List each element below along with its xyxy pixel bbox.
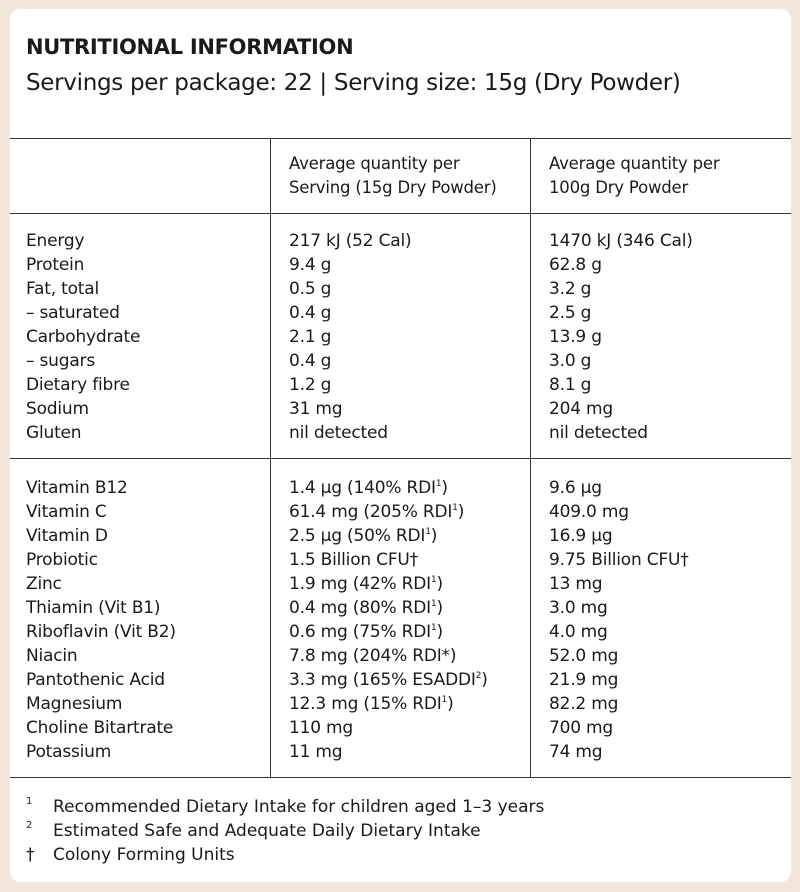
table-bottom-divider bbox=[10, 777, 791, 778]
per-100g-value: 16.9 µg bbox=[549, 526, 613, 546]
footnote-item bbox=[26, 795, 544, 819]
nutrient-name: Thiamin (Vit B1) bbox=[26, 598, 161, 618]
nutrient-name: Carbohydrate bbox=[26, 327, 141, 347]
nutrient-name: Magnesium bbox=[26, 694, 123, 714]
footnote-text: Recommended Dietary Intake for children aged 1–3 years bbox=[53, 797, 545, 817]
per-100g-value: 62.8 g bbox=[549, 255, 602, 275]
per-serving-value bbox=[289, 421, 411, 445]
per-serving-value bbox=[289, 692, 488, 716]
section1-nutrient-names bbox=[26, 229, 140, 445]
footnote-ref: 1 bbox=[441, 695, 448, 705]
nutrient-name: Potassium bbox=[26, 742, 112, 762]
footnotes bbox=[26, 795, 544, 867]
nutrient-name: – sugars bbox=[26, 351, 95, 371]
header-per-100g-line1: Average quantity per bbox=[549, 154, 720, 173]
section-divider bbox=[10, 458, 791, 459]
footnote-ref: 1 bbox=[425, 527, 431, 537]
per-serving-value bbox=[289, 500, 488, 524]
per-100g-value: 13.9 g bbox=[549, 327, 602, 347]
panel-subtitle: Servings per package: 22 | Serving size: 15g (Dry Powder) bbox=[26, 70, 681, 96]
footnote-ref: 1 bbox=[430, 599, 437, 609]
per-serving-text: 9.4 g bbox=[289, 255, 332, 275]
column-divider-1 bbox=[270, 139, 271, 777]
nutrient-name: Niacin bbox=[26, 646, 78, 666]
nutrition-panel bbox=[10, 9, 791, 882]
per-serving-value bbox=[289, 253, 411, 277]
per-serving-value bbox=[289, 476, 488, 500]
nutrient-name: Dietary fibre bbox=[26, 375, 130, 395]
per-100g-value: 9.6 µg bbox=[549, 478, 602, 498]
footnote-text: Colony Forming Units bbox=[53, 845, 235, 865]
header-per-serving-line1: Average quantity per bbox=[289, 154, 460, 173]
panel-title: NUTRITIONAL INFORMATION bbox=[26, 35, 354, 59]
per-serving-text: 12.3 mg (15% RDI bbox=[289, 694, 442, 714]
per-serving-text: nil detected bbox=[289, 423, 388, 443]
per-serving-text: 31 mg bbox=[289, 399, 343, 419]
per-100g-value: 13 mg bbox=[549, 574, 603, 594]
per-serving-value bbox=[289, 301, 411, 325]
per-serving-suffix: ) bbox=[436, 622, 443, 642]
per-serving-value bbox=[289, 277, 411, 301]
per-100g-value: 700 mg bbox=[549, 718, 614, 738]
per-serving-text: 0.6 mg (75% RDI bbox=[289, 622, 431, 642]
per-serving-text: 110 mg bbox=[289, 718, 354, 738]
per-100g-value: 2.5 g bbox=[549, 303, 592, 323]
nutrient-name: Protein bbox=[26, 255, 85, 275]
section1-per-serving bbox=[289, 229, 411, 445]
footnote-ref: 1 bbox=[452, 503, 458, 513]
nutrient-name: Choline Bitartrate bbox=[26, 718, 174, 738]
per-serving-suffix: ) bbox=[441, 478, 448, 498]
table-top-divider bbox=[10, 138, 791, 139]
nutrient-name: Gluten bbox=[26, 423, 82, 443]
header-divider bbox=[10, 213, 791, 214]
footnote-text: Estimated Safe and Adequate Daily Dietary Intake bbox=[53, 821, 481, 841]
per-serving-value bbox=[289, 644, 488, 668]
per-serving-text: 0.4 g bbox=[289, 303, 332, 323]
footnote-ref: 1 bbox=[430, 623, 437, 633]
section2-per-serving bbox=[289, 476, 488, 764]
per-serving-text: 1.4 µg (140% RDI bbox=[289, 478, 436, 498]
footnote-item bbox=[26, 819, 544, 843]
per-serving-value bbox=[289, 397, 411, 421]
per-100g-value: 8.1 g bbox=[549, 375, 592, 395]
nutrient-name: Vitamin B12 bbox=[26, 478, 128, 498]
per-serving-text: 1.5 Billion CFU† bbox=[289, 550, 418, 570]
section2-per-100g bbox=[549, 476, 689, 764]
per-100g-value: 74 mg bbox=[549, 742, 603, 762]
per-serving-value bbox=[289, 596, 488, 620]
per-serving-text: 1.9 mg (42% RDI bbox=[289, 574, 431, 594]
per-100g-value: nil detected bbox=[549, 423, 648, 443]
per-100g-value: 52.0 mg bbox=[549, 646, 619, 666]
footnote-mark: † bbox=[26, 845, 35, 865]
per-100g-value: 4.0 mg bbox=[549, 622, 608, 642]
footnote-ref: 1 bbox=[435, 479, 442, 489]
per-serving-value bbox=[289, 716, 488, 740]
per-serving-text: 61.4 mg (205% RDI bbox=[289, 502, 453, 522]
nutrient-name: Pantothenic Acid bbox=[26, 670, 165, 690]
per-100g-value: 204 mg bbox=[549, 399, 614, 419]
nutrient-name: – saturated bbox=[26, 303, 120, 323]
per-serving-suffix: ) bbox=[481, 670, 488, 690]
per-serving-text: 0.4 mg (80% RDI bbox=[289, 598, 431, 618]
section1-per-100g bbox=[549, 229, 693, 445]
nutrient-name: Fat, total bbox=[26, 279, 99, 299]
nutrient-name: Riboflavin (Vit B2) bbox=[26, 622, 176, 642]
header-per-serving-line2: Serving (15g Dry Powder) bbox=[289, 178, 497, 197]
per-serving-value bbox=[289, 524, 488, 548]
per-serving-value bbox=[289, 572, 488, 596]
per-serving-text: 11 mg bbox=[289, 742, 343, 762]
per-100g-value: 21.9 mg bbox=[549, 670, 619, 690]
per-serving-value bbox=[289, 349, 411, 373]
per-serving-suffix: ) bbox=[457, 502, 465, 522]
nutrient-name: Probiotic bbox=[26, 550, 98, 570]
per-serving-suffix: ) bbox=[430, 526, 438, 546]
per-serving-value bbox=[289, 740, 488, 764]
per-serving-value bbox=[289, 229, 411, 253]
footnote-mark: 1 bbox=[26, 796, 33, 807]
per-serving-text: 3.3 mg (165% ESADDI bbox=[289, 670, 476, 690]
footnote-mark: 2 bbox=[26, 820, 33, 831]
per-100g-value: 3.0 mg bbox=[549, 598, 608, 618]
per-100g-value: 1470 kJ (346 Cal) bbox=[549, 231, 693, 251]
per-serving-value bbox=[289, 325, 411, 349]
header-per-100g-line2: 100g Dry Powder bbox=[549, 178, 689, 197]
per-serving-text: 217 kJ (52 Cal) bbox=[289, 231, 412, 251]
per-serving-value bbox=[289, 373, 411, 397]
per-serving-value bbox=[289, 548, 488, 572]
nutrient-name: Vitamin C bbox=[26, 502, 107, 522]
per-serving-suffix: ) bbox=[436, 574, 443, 594]
per-100g-value: 9.75 Billion CFU† bbox=[549, 550, 689, 570]
per-100g-value: 3.2 g bbox=[549, 279, 592, 299]
per-serving-text: 2.1 g bbox=[289, 327, 332, 347]
header-per-serving bbox=[289, 152, 497, 200]
per-serving-text: 2.5 µg (50% RDI bbox=[289, 526, 426, 546]
per-serving-text: 1.2 g bbox=[289, 375, 332, 395]
nutrient-name: Vitamin D bbox=[26, 526, 108, 546]
per-serving-text: 0.4 g bbox=[289, 351, 332, 371]
section2-nutrient-names bbox=[26, 476, 176, 764]
per-100g-value: 409.0 mg bbox=[549, 502, 629, 522]
nutrient-name: Energy bbox=[26, 231, 85, 251]
per-serving-suffix: ) bbox=[447, 694, 454, 714]
column-divider-2 bbox=[530, 139, 531, 777]
per-100g-value: 82.2 mg bbox=[549, 694, 619, 714]
nutrient-name: Zinc bbox=[26, 574, 62, 594]
per-serving-text: 0.5 g bbox=[289, 279, 332, 299]
nutrient-name: Sodium bbox=[26, 399, 89, 419]
per-serving-text: 7.8 mg (204% RDI*) bbox=[289, 646, 457, 666]
per-serving-value bbox=[289, 668, 488, 692]
footnote-ref: 2 bbox=[475, 671, 482, 681]
per-100g-value: 3.0 g bbox=[549, 351, 592, 371]
per-serving-value bbox=[289, 620, 488, 644]
header-per-100g bbox=[549, 152, 719, 200]
footnote-ref: 1 bbox=[430, 575, 437, 585]
footnote-item bbox=[26, 843, 544, 867]
per-serving-suffix: ) bbox=[436, 598, 443, 618]
